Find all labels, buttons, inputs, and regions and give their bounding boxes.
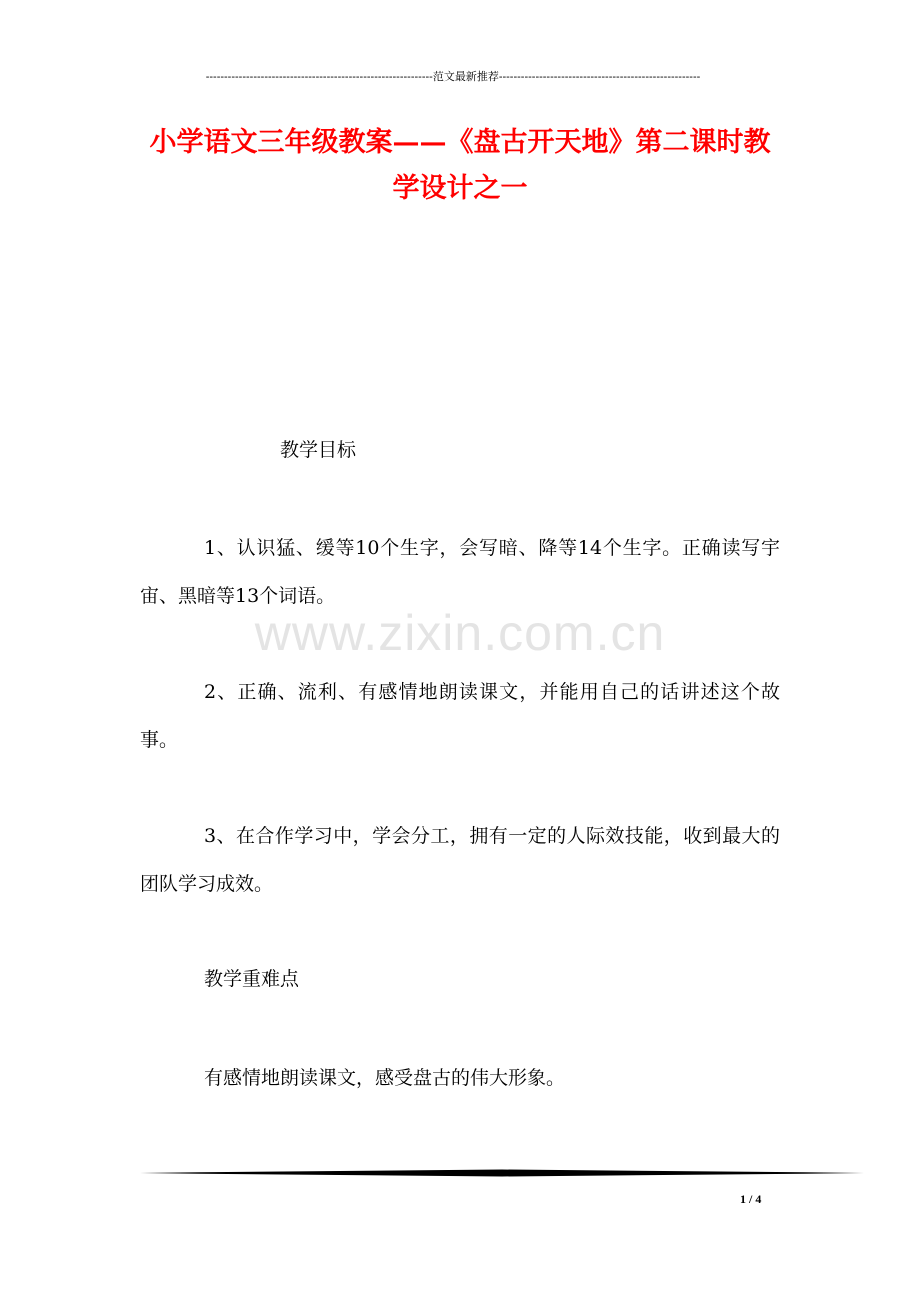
objective-1: 1、认识猛、缓等10个生字，会写暗、降等14个生字。正确读写宇宙、黑暗等13个词语。 bbox=[140, 537, 780, 607]
document-title: 小学语文三年级教案——《盘古开天地》第二课时教学设计之一 bbox=[149, 127, 771, 204]
objective-2: 2、正确、流利、有感情地朗读课文，并能用自己的话讲述这个故事。 bbox=[140, 681, 780, 751]
footer-rule bbox=[140, 1168, 864, 1178]
key-points-heading: 教学重难点 bbox=[204, 968, 300, 990]
page-header: --------------------------------------------------------------范文最新推荐------------------------------------------------------- bbox=[205, 71, 701, 83]
objective-3: 3、在合作学习中，学会分工，拥有一定的人际效技能，收到最大的团队学习成效。 bbox=[140, 825, 780, 895]
key-points-text: 有感情地朗读课文，感受盘古的伟大形象。 bbox=[204, 1067, 566, 1089]
watermark: www.zixin.com.cn bbox=[254, 605, 666, 661]
page-number: 1 / 4 bbox=[740, 1192, 762, 1206]
objectives-heading: 教学目标 bbox=[280, 439, 357, 461]
